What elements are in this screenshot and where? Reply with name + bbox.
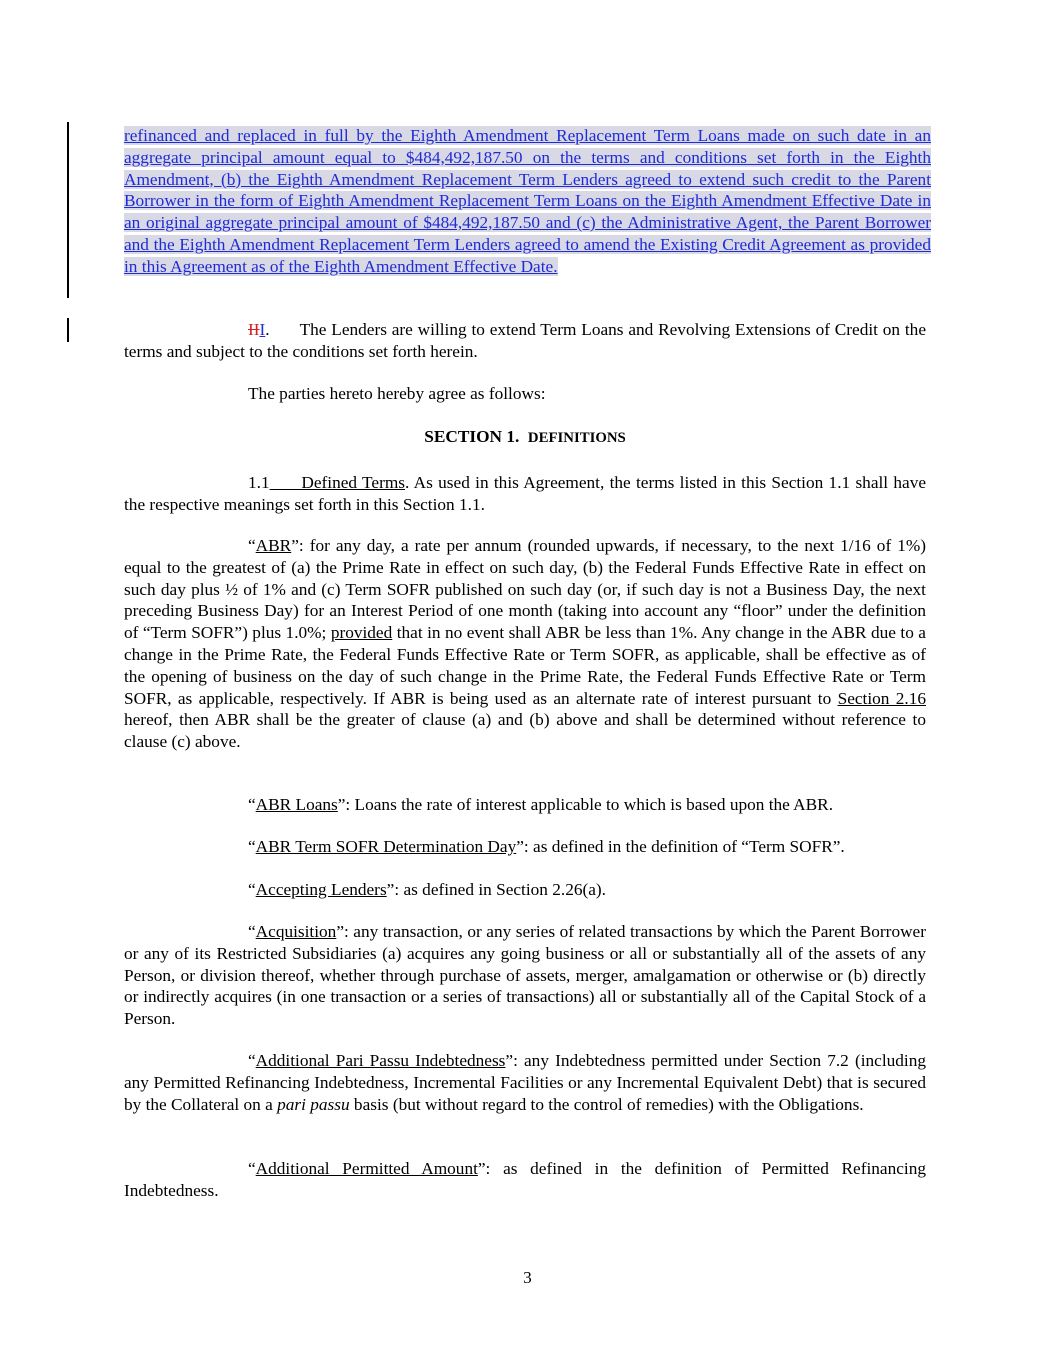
recital-paragraph: III. The Lenders are willing to extend Term Loans and Revolving Extensions of Credit on the terms and subject to the conditions set forth herein. — [124, 320, 926, 361]
section-reference: Section 2.16 — [837, 688, 926, 708]
inserted-paragraph — [124, 125, 931, 278]
defined-term: Additional Permitted Amount — [255, 1159, 478, 1178]
change-bar — [67, 318, 69, 342]
defined-term: Accepting Lenders — [255, 880, 387, 899]
deleted-numeral: II — [248, 320, 260, 339]
defined-term: Acquisition — [255, 922, 337, 941]
change-bar — [67, 122, 69, 298]
defined-terms-title: Defined Terms — [301, 473, 405, 492]
definition-abr-term-sofr: “ABR Term SOFR Determination Day”: as defined in the definition of “Term SOFR”. — [248, 837, 845, 856]
definition-abr-loans: “ABR Loans”: Loans the rate of interest applicable to which is based upon the ABR. — [248, 795, 834, 814]
inserted-numeral: I — [259, 320, 266, 339]
recital-text: The Lenders are willing to extend Term Loans and Revolving Extensions of Credit on the terms and subject to the conditions set forth herein. — [124, 320, 926, 361]
defined-terms-paragraph: 1.1 Defined Terms. As used in this Agreement, the terms listed in this Section 1.1 shall have the respective meanings set forth in this Section 1.1. — [124, 473, 927, 514]
defined-term: ABR Term SOFR Determination Day — [255, 837, 517, 856]
defined-term: Additional Pari Passu Indebtedness — [255, 1051, 506, 1070]
defined-term: ABR Loans — [255, 795, 338, 814]
definition-abr: “ABR”: for any day, a rate per annum (rounded upwards, if necessary, to the next 1/16 of 1%) equal to the greatest of (a) the Prime Rate in effect on such day, (b) the Federal Funds Effective Rate in effect on such day plus ½ of 1% and (c) Term SOFR published on such day (or, if such day is not a Business Day, the next preceding Business Day) for an Interest Period of one month (taking into account any “floor” under the definition of “Term SOFR”) plus 1.0%; provided that in no event shall ABR be less than 1%. Any change in the ABR due to a change in the Prime Rate, the Federal Funds Effective Rate or Term SOFR, as applicable, shall be effective as of the opening of business on the day of such change in the Prime Rate, the Federal Funds Effective Rate or Term SOFR, as applicable, respectively. If ABR is being used as an alternate rate of interest pursuant to Section 2.16 hereof, then ABR shall be the greater of clause (a) and (b) above and shall be determined without reference to clause (c) above. — [124, 536, 926, 752]
definition-additional-pari-passu: “Additional Pari Passu Indebtedness”: any Indebtedness permitted under Section 7.2 (including any Permitted Refinancing Indebtedness, Incremental Facilities or any Incremental Equivalent Debt) that is secured by the Collateral on a pari passu basis (but without regard to the control of remedies) with the Obligations. — [124, 1051, 926, 1114]
definition-acquisition: “Acquisition”: any transaction, or any series of related transactions by which the Parent Borrower or any of its Restricted Subsidiaries (a) acquires any going business or all or substantially all of the assets of any Person, or division thereof, whether through purchase of assets, merger, amalgamation or otherwise or (b) directly or indirectly acquires (in one transaction or a series of transactions) all or substantially all of the Capital Stock of a Person. — [124, 922, 926, 1029]
defined-term: ABR — [255, 536, 292, 555]
agreement-line: The parties hereto hereby agree as follows: — [248, 384, 546, 403]
definition-accepting-lenders: “Accepting Lenders”: as defined in Section 2.26(a). — [248, 880, 606, 899]
section-heading: SECTION 1. DEFINITIONS — [424, 427, 626, 446]
definition-additional-permitted-amount: “Additional Permitted Amount”: as defined in the definition of Permitted Refinancing Indebtedness. — [124, 1159, 926, 1200]
page-number: 3 — [523, 1268, 532, 1287]
inserted-text: refinanced and replaced in full by the Eighth Amendment Replacement Term Loans made on such date in an aggregate principal amount equal to $484,492,187.50 on the terms and conditions set forth in the Eighth Amendment, (b) the Eighth Amendment Replacement Term Lenders agreed to extend such credit to the Parent Borrower in the form of Eighth Amendment Replacement Term Loans on the Eighth Amendment Effective Date in an original aggregate principal amount of $484,492,187.50 and (c) the Administrative Agent, the Parent Borrower and the Eighth Amendment Replacement Term Lenders agreed to amend the Existing Credit Agreement as provided in this Agreement as of the Eighth Amendment Effective Date. — [124, 126, 931, 276]
